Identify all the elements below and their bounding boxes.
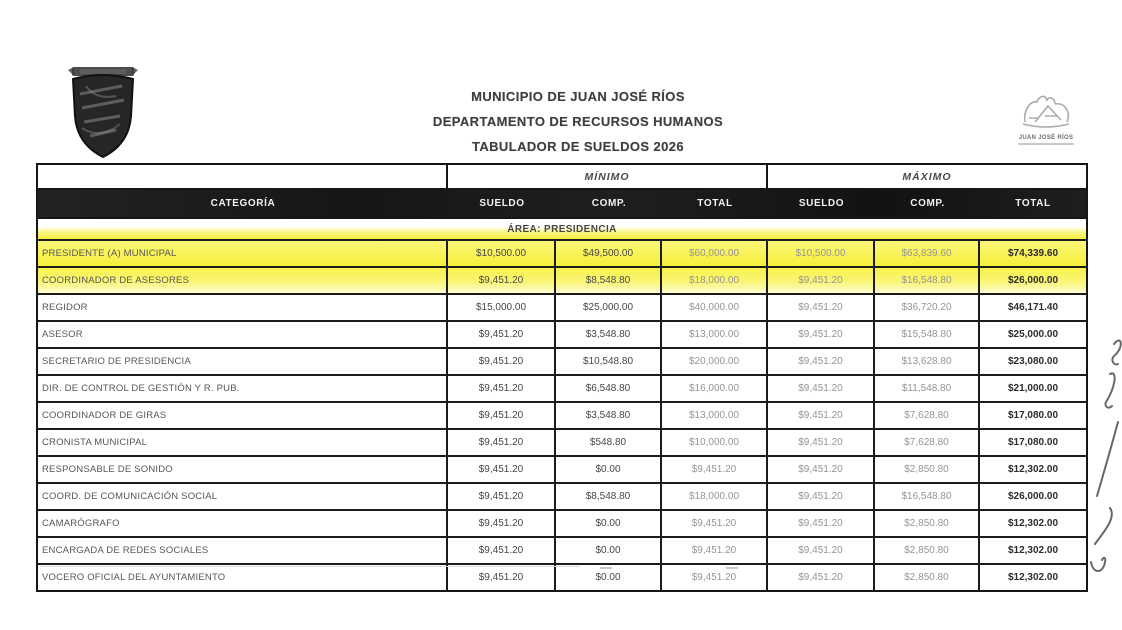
- scan-artifact-dash: [600, 567, 612, 569]
- cell-min-sueldo: $9,451.20: [448, 430, 556, 455]
- cell-max-comp: $16,548.80: [875, 484, 980, 509]
- cell-max-total: $12,302.00: [1007, 545, 1059, 556]
- section-header-area-presidencia: ÁREA: PRESIDENCIA: [38, 219, 1086, 241]
- cell-min-comp: $6,548.80: [556, 376, 662, 401]
- cell-categoria: SECRETARIO DE PRESIDENCIA: [38, 349, 448, 374]
- cell-min-total: $60,000.00: [662, 241, 768, 266]
- column-header-max-comp: COMP.: [910, 198, 945, 209]
- title-departamento: DEPARTAMENTO DE RECURSOS HUMANOS: [432, 114, 724, 129]
- table-row: [38, 511, 1086, 538]
- cell-categoria: ASESOR: [38, 322, 448, 347]
- cell-categoria: ENCARGADA DE REDES SOCIALES: [38, 538, 448, 563]
- cell-min-sueldo: $9,451.20: [448, 511, 556, 536]
- cell-categoria: CAMARÓGRAFO: [38, 511, 448, 536]
- cell-min-comp: $0.00: [556, 538, 662, 563]
- table-row: [38, 241, 1086, 268]
- cell-min-total: $13,000.00: [662, 322, 768, 347]
- cell-max-sueldo: $9,451.20: [768, 538, 875, 563]
- cell-min-comp: $0.00: [556, 565, 662, 590]
- cell-max-comp: $2,850.80: [875, 565, 980, 590]
- cell-min-comp: $10,548.80: [556, 349, 662, 374]
- cell-min-sueldo: $9,451.20: [448, 376, 556, 401]
- city-logo-caption: JUAN JOSÉ RÍOS: [1018, 135, 1074, 141]
- city-logo: [1002, 92, 1090, 145]
- group-header-maximo: MÁXIMO: [902, 170, 952, 183]
- cell-max-sueldo: $9,451.20: [768, 376, 875, 401]
- cell-min-sueldo: $9,451.20: [448, 322, 556, 347]
- column-header-categoria: CATEGORÍA: [210, 198, 276, 209]
- table-row: [38, 268, 1086, 295]
- cell-min-sueldo: $9,451.20: [448, 403, 556, 428]
- cell-categoria: COORDINADOR DE ASESORES: [38, 268, 448, 293]
- cell-max-comp: $16,548.80: [875, 268, 980, 293]
- cell-min-total: $13,000.00: [662, 403, 768, 428]
- cell-max-comp: $2,850.80: [875, 538, 980, 563]
- cell-min-total: $9,451.20: [662, 565, 768, 590]
- cell-max-comp: $7,628.80: [875, 430, 980, 455]
- cell-max-comp: $2,850.80: [875, 511, 980, 536]
- cell-min-total: $18,000.00: [662, 268, 768, 293]
- table-row: [38, 322, 1086, 349]
- table-row: [38, 457, 1086, 484]
- table-row: [38, 430, 1086, 457]
- column-header-min-sueldo: SUELDO: [479, 198, 525, 209]
- cell-min-comp: $548.80: [556, 430, 662, 455]
- title-municipio: MUNICIPIO DE JUAN JOSÉ RÍOS: [471, 89, 685, 104]
- cell-min-sueldo: $9,451.20: [448, 457, 556, 482]
- cell-min-total: $20,000.00: [662, 349, 768, 374]
- cell-min-sueldo: $9,451.20: [448, 565, 556, 590]
- cell-max-total: $12,302.00: [1007, 572, 1059, 583]
- cell-max-comp: $11,548.80: [875, 376, 980, 401]
- cell-min-total: $9,451.20: [662, 457, 768, 482]
- table-row: [38, 376, 1086, 403]
- column-header-min-comp: COMP.: [591, 198, 627, 209]
- cell-max-total: $21,000.00: [1007, 383, 1059, 394]
- cell-min-comp: $25,000.00: [556, 295, 662, 320]
- salary-table: [36, 163, 1088, 592]
- cell-max-comp: $63,839.60: [875, 241, 980, 266]
- cell-min-comp: $3,548.80: [556, 322, 662, 347]
- cell-max-sueldo: $9,451.20: [768, 322, 875, 347]
- cell-max-total: $26,000.00: [1007, 275, 1059, 286]
- table-column-header-row: [38, 188, 1086, 219]
- table-body: [38, 241, 1086, 590]
- cell-max-sueldo: $10,500.00: [768, 241, 875, 266]
- cell-max-comp: $7,628.80: [875, 403, 980, 428]
- cell-min-total: $9,451.20: [662, 511, 768, 536]
- cell-max-total: $12,302.00: [1007, 518, 1059, 529]
- cell-categoria: PRESIDENTE (A) MUNICIPAL: [38, 241, 448, 266]
- cell-min-total: $10,000.00: [662, 430, 768, 455]
- scan-artifact-line: [40, 566, 580, 567]
- column-header-max-total: TOTAL: [1015, 198, 1051, 209]
- cell-min-comp: $8,548.80: [556, 484, 662, 509]
- scan-artifact-dash: [726, 567, 738, 569]
- cell-categoria: CRONISTA MUNICIPAL: [38, 430, 448, 455]
- table-row: [38, 403, 1086, 430]
- cell-max-comp: $36,720.20: [875, 295, 980, 320]
- cell-min-comp: $49,500.00: [556, 241, 662, 266]
- group-header-blank: [38, 165, 448, 188]
- table-row: [38, 565, 1086, 590]
- cell-categoria: COORDINADOR DE GIRAS: [38, 403, 448, 428]
- cell-max-total: $26,000.00: [1007, 491, 1059, 502]
- column-header-max-sueldo: SUELDO: [798, 198, 845, 209]
- table-row: [38, 538, 1086, 565]
- cell-categoria: COORD. DE COMUNICACIÓN SOCIAL: [38, 484, 448, 509]
- document-header: [52, 84, 1104, 159]
- cell-max-total: $12,302.00: [1007, 464, 1059, 475]
- group-header-minimo: MÍNIMO: [448, 165, 768, 188]
- cell-min-total: $18,000.00: [662, 484, 768, 509]
- cell-min-comp: $8,548.80: [556, 268, 662, 293]
- cell-min-sueldo: $15,000.00: [448, 295, 556, 320]
- cell-max-total: $17,080.00: [1007, 410, 1059, 421]
- table-row: [38, 295, 1086, 322]
- cell-categoria: REGIDOR: [38, 295, 448, 320]
- cell-categoria: VOCERO OFICIAL DEL AYUNTAMIENTO: [38, 565, 448, 590]
- cell-max-comp: $13,628.80: [875, 349, 980, 374]
- cell-min-sueldo: $9,451.20: [448, 349, 556, 374]
- cell-categoria: RESPONSABLE DE SONIDO: [38, 457, 448, 482]
- cell-max-sueldo: $9,451.20: [768, 565, 875, 590]
- cell-max-sueldo: $9,451.20: [768, 349, 875, 374]
- cell-min-sueldo: $9,451.20: [448, 268, 556, 293]
- cell-max-sueldo: $9,451.20: [768, 403, 875, 428]
- cell-max-total: $46,171.40: [1007, 302, 1059, 313]
- cell-min-comp: $3,548.80: [556, 403, 662, 428]
- cell-min-total: $16,000.00: [662, 376, 768, 401]
- cell-max-sueldo: $9,451.20: [768, 295, 875, 320]
- cell-min-sueldo: $9,451.20: [448, 538, 556, 563]
- cell-max-comp: $2,850.80: [875, 457, 980, 482]
- cell-max-total: $25,000.00: [1007, 329, 1059, 340]
- cell-max-comp: $15,548.80: [875, 322, 980, 347]
- cell-max-sueldo: $9,451.20: [768, 457, 875, 482]
- cell-categoria: DIR. DE CONTROL DE GESTIÓN Y R. PUB.: [38, 376, 448, 401]
- table-row: [38, 349, 1086, 376]
- cell-min-total: $40,000.00: [662, 295, 768, 320]
- city-logo-icon: [1015, 92, 1077, 134]
- cell-max-sueldo: $9,451.20: [768, 511, 875, 536]
- cell-min-sueldo: $9,451.20: [448, 484, 556, 509]
- cell-max-sueldo: $9,451.20: [768, 484, 875, 509]
- cell-max-total: $74,339.60: [1007, 248, 1059, 259]
- column-header-min-total: TOTAL: [697, 198, 733, 209]
- handwritten-annotation: [1084, 330, 1122, 600]
- title-tabulador: TABULADOR DE SUELDOS 2026: [471, 139, 684, 154]
- cell-min-comp: $0.00: [556, 511, 662, 536]
- cell-min-sueldo: $10,500.00: [448, 241, 556, 266]
- cell-max-sueldo: $9,451.20: [768, 268, 875, 293]
- cell-max-sueldo: $9,451.20: [768, 430, 875, 455]
- table-group-header-row: [38, 165, 1086, 188]
- cell-min-total: $9,451.20: [662, 538, 768, 563]
- cell-max-total: $17,080.00: [1007, 437, 1059, 448]
- cell-min-comp: $0.00: [556, 457, 662, 482]
- cell-max-total: $23,080.00: [1007, 356, 1059, 367]
- city-logo-tagline: [1018, 143, 1074, 145]
- table-row: [38, 484, 1086, 511]
